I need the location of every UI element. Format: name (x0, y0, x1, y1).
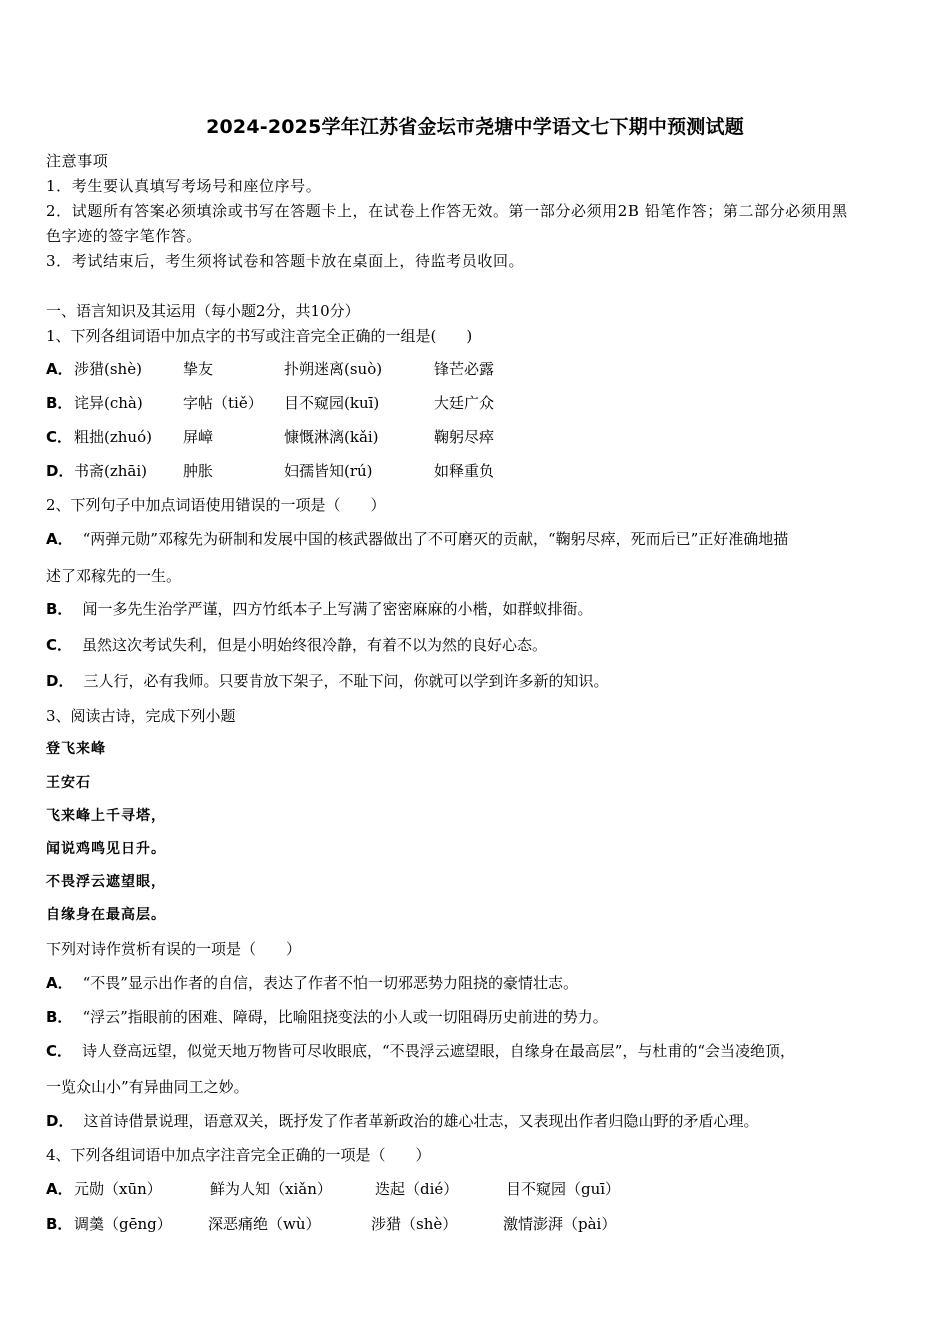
notice-item: 2．试题所有答案必须填涂或书写在答题卡上，在试卷上作答无效。第一部分必须用2B 铅笔作答；第二部分必须用黑 (46, 202, 848, 220)
option-word: 深恶痛绝（wù） (208, 1215, 321, 1233)
option-word: 目不窥园（guī） (506, 1180, 621, 1198)
notice-item: 1．考生要认真填写考场号和座位序号。 (46, 177, 322, 195)
notice-heading: 注意事项 (46, 152, 109, 170)
question-2-option-c (46, 635, 547, 655)
question-2-stem: 2、下列句子中加点词语使用错误的一项是（ ） (46, 496, 386, 514)
question-3-option-c (46, 1041, 795, 1061)
option-word: 诧异(chà) (74, 394, 143, 412)
poem-author: 王安石 (46, 775, 91, 791)
option-letter: A． (46, 1180, 73, 1198)
question-3-option-b (46, 1007, 608, 1027)
option-letter: C． (46, 636, 73, 654)
question-3-stem: 3、阅读古诗，完成下列小题 (46, 707, 236, 725)
option-letter: B． (46, 1008, 73, 1026)
notice-item: 3．考试结束后，考生须将试卷和答题卡放在桌面上，待监考员收回。 (46, 252, 525, 270)
option-text: “浮云”指眼前的困难、障碍，比喻阻挠变法的小人或一切阻碍历史前进的势力。 (82, 1008, 608, 1026)
option-word: 书斋(zhāi) (74, 462, 148, 480)
option-word: 屏嶂 (183, 428, 214, 446)
option-word: 激情澎湃（pài） (503, 1215, 617, 1233)
option-word: 扑朔迷离(suò) (284, 360, 383, 378)
option-word: 目不窥园(kuī) (284, 394, 380, 412)
option-word: 鞠躬尽瘁 (434, 428, 495, 446)
option-continuation: 述了邓稼先的一生。 (46, 567, 182, 585)
option-word: 元勋（xūn） (74, 1180, 162, 1198)
question-2-option-d (46, 671, 608, 691)
option-continuation: 一览众山小”有异曲同工之妙。 (46, 1078, 249, 1096)
poem-line: 飞来峰上千寻塔， (46, 808, 166, 824)
question-3-sub-stem: 下列对诗作赏析有误的一项是（ ） (46, 940, 302, 958)
option-word: 涉猎(shè) (74, 360, 142, 378)
option-word: 慷慨淋漓(kǎi) (284, 428, 379, 446)
option-word: 调羹（gēng） (74, 1215, 172, 1233)
option-text: 三人行，必有我师。只要肯放下架子，不耻下问，你就可以学到许多新的知识。 (83, 672, 609, 690)
poem-title: 登飞来峰 (46, 741, 106, 757)
question-2-option-a (46, 529, 788, 549)
question-4-stem: 4、下列各组词语中加点字注音完全正确的一项是（ ） (46, 1146, 431, 1164)
question-3-option-d (46, 1111, 758, 1131)
question-3-option-a (46, 973, 578, 993)
option-word: 妇孺皆知(rú) (284, 462, 373, 480)
option-word: 如释重负 (434, 462, 495, 480)
option-letter: C． (46, 428, 73, 446)
option-text: 闻一多先生治学严谨，四方竹纸本子上写满了密密麻麻的小楷，如群蚁排衙。 (82, 600, 593, 618)
question-2-option-b (46, 599, 592, 619)
option-letter: D． (46, 462, 74, 480)
question-1-stem: 1、下列各组词语中加点字的书写或注音完全正确的一组是( ) (46, 327, 473, 345)
option-word: 粗拙(zhuó) (74, 428, 152, 446)
poem-line: 闻说鸡鸣见日升。 (46, 841, 166, 857)
option-letter: A． (46, 360, 73, 378)
option-word: 字帖（tiě） (183, 394, 263, 412)
option-text: “两弹元勋”邓稼先为研制和发展中国的核武器做出了不可磨灭的贡献，“鞠躬尽瘁，死而后已”正好准确地描 (82, 530, 789, 548)
option-word: 迭起（dié） (375, 1180, 459, 1198)
option-letter: B． (46, 394, 73, 412)
option-letter: A． (46, 530, 73, 548)
option-letter: C． (46, 1042, 73, 1060)
option-letter: B． (46, 1215, 73, 1233)
option-word: 鲜为人知（xiǎn） (210, 1180, 332, 1198)
option-word: 大廷广众 (434, 394, 495, 412)
option-text: 诗人登高远望，似觉天地万物皆可尽收眼底，“不畏浮云遮望眼，自缘身在最高层”，与杜甫的“会当凌绝顶， (82, 1042, 796, 1060)
option-text: 这首诗借景说理，语意双关，既抒发了作者革新政治的雄心壮志，又表现出作者归隐山野的矛盾心理。 (83, 1112, 759, 1130)
option-word: 锋芒必露 (434, 360, 495, 378)
option-letter: B． (46, 600, 73, 618)
option-word: 涉猎（shè） (371, 1215, 458, 1233)
option-word: 挚友 (183, 360, 214, 378)
option-letter: A． (46, 974, 73, 992)
page-title: 2024-2025学年江苏省金坛市尧塘中学语文七下期中预测试题 (206, 116, 744, 138)
poem-line: 自缘身在最高层。 (46, 907, 166, 923)
option-text: 虽然这次考试失利，但是小明始终很冷静，有着不以为然的良好心态。 (82, 636, 548, 654)
poem-line: 不畏浮云遮望眼， (46, 874, 166, 890)
section-heading: 一、语言知识及其运用（每小题2分，共10分） (46, 302, 360, 320)
option-letter: D． (46, 672, 74, 690)
option-text: “不畏”显示出作者的自信，表达了作者不怕一切邪恶势力阻挠的豪情壮志。 (82, 974, 578, 992)
notice-item: 色字迹的签字笔作答。 (46, 227, 203, 245)
option-letter: D． (46, 1112, 74, 1130)
option-word: 肿胀 (183, 462, 214, 480)
